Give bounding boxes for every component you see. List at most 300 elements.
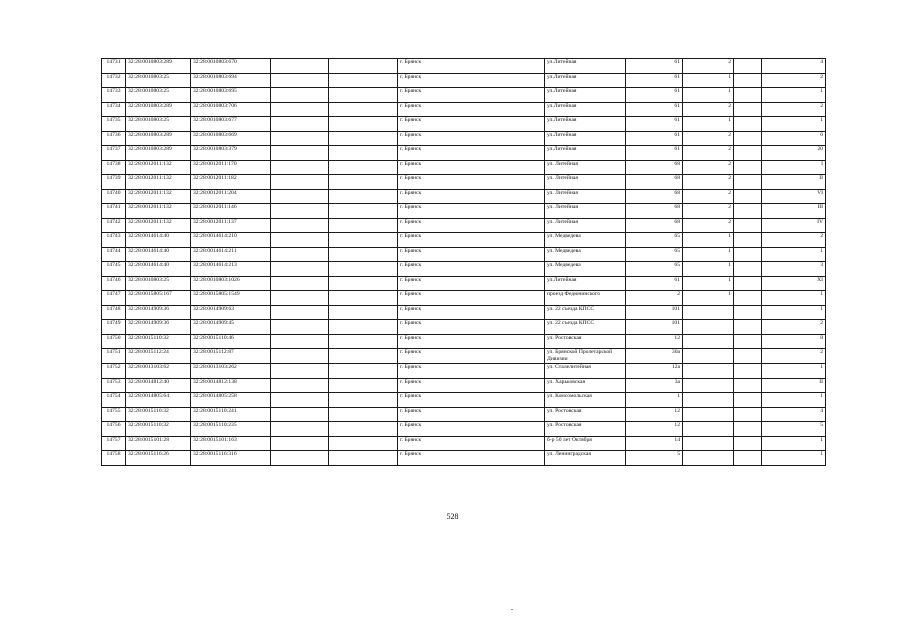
cell-source-cadastral-number: 32:28:0012011:132 <box>126 218 191 233</box>
cell-street: ул. Литейная <box>545 218 626 233</box>
cell-blank-col-b <box>329 407 398 422</box>
cell-blank-col-c <box>734 364 762 379</box>
cell-blank-col-b <box>329 88 398 103</box>
cell-blank-col-c <box>734 88 762 103</box>
cell-street: ул. Комсомольская <box>545 393 626 408</box>
cell-row-number: 14731 <box>102 59 126 74</box>
cell-street: ул. Ростовская <box>545 422 626 437</box>
cell-apartment: 3 <box>762 262 826 277</box>
cell-row-number: 14752 <box>102 364 126 379</box>
cell-row-number: 14742 <box>102 218 126 233</box>
cell-row-number: 14748 <box>102 305 126 320</box>
cell-source-cadastral-number: 32:28:0015110:32 <box>126 407 191 422</box>
cell-blank-col-a <box>271 59 329 74</box>
cell-blank-col-c <box>734 146 762 161</box>
cell-apartment: 4 <box>762 59 826 74</box>
cell-source-cadastral-number: 32:28:0014614:40 <box>126 233 191 248</box>
cell-house-number: 1 <box>626 393 683 408</box>
table-row <box>102 262 826 277</box>
cell-object-cadastral-number: 32:28:0012011:204 <box>191 189 271 204</box>
cell-blank-col-c <box>734 247 762 262</box>
cell-apartment: III <box>762 204 826 219</box>
cell-building-number: 2 <box>683 59 734 74</box>
table-row <box>102 175 826 190</box>
cell-source-cadastral-number: 32:28:0010803:25 <box>126 73 191 88</box>
scan-speck <box>511 609 513 610</box>
cell-city: г. Брянск <box>398 59 545 74</box>
cell-object-cadastral-number: 32:28:0010803:677 <box>191 117 271 132</box>
cell-blank-col-b <box>329 422 398 437</box>
cell-row-number: 14757 <box>102 436 126 451</box>
cell-city: г. Брянск <box>398 422 545 437</box>
cell-blank-col-a <box>271 451 329 466</box>
cell-house-number: 12 <box>626 407 683 422</box>
cell-street: ул. Сталелитейная <box>545 364 626 379</box>
cell-building-number: 2 <box>683 146 734 161</box>
cell-blank-col-b <box>329 349 398 364</box>
cell-blank-col-c <box>734 320 762 335</box>
cell-object-cadastral-number: 32:28:0014812:138 <box>191 378 271 393</box>
cell-apartment: 8 <box>762 334 826 349</box>
cell-blank-col-c <box>734 393 762 408</box>
cell-building-number: 2 <box>683 175 734 190</box>
table-row <box>102 247 826 262</box>
cell-street: ул.Литейная <box>545 73 626 88</box>
cell-blank-col-c <box>734 175 762 190</box>
cell-street: ул. Ростовская <box>545 407 626 422</box>
cell-blank-col-c <box>734 73 762 88</box>
cell-house-number: 68 <box>626 218 683 233</box>
cell-building-number <box>683 451 734 466</box>
cell-apartment: 6 <box>762 131 826 146</box>
table-row <box>102 422 826 437</box>
cell-row-number: 14739 <box>102 175 126 190</box>
cell-house-number: 61 <box>626 146 683 161</box>
cell-blank-col-a <box>271 189 329 204</box>
cell-row-number: 14738 <box>102 160 126 175</box>
cell-source-cadastral-number: 32:28:0014614:40 <box>126 247 191 262</box>
cell-blank-col-b <box>329 204 398 219</box>
cell-house-number: 61 <box>626 131 683 146</box>
cell-house-number: 61 <box>626 117 683 132</box>
cell-blank-col-c <box>734 291 762 306</box>
cell-building-number: 1 <box>683 291 734 306</box>
cell-blank-col-b <box>329 320 398 335</box>
cell-apartment: II <box>762 175 826 190</box>
cell-apartment: 5 <box>762 422 826 437</box>
cell-row-number: 14743 <box>102 233 126 248</box>
cell-building-number: 2 <box>683 218 734 233</box>
cell-source-cadastral-number: 32:28:0015116:26 <box>126 451 191 466</box>
cell-source-cadastral-number: 32:28:0014614:40 <box>126 262 191 277</box>
cell-source-cadastral-number: 32:28:0012011:132 <box>126 160 191 175</box>
cell-blank-col-a <box>271 247 329 262</box>
cell-blank-col-a <box>271 422 329 437</box>
cell-row-number: 14746 <box>102 276 126 291</box>
cell-building-number: 2 <box>683 102 734 117</box>
cell-street: ул. Литейная <box>545 204 626 219</box>
cell-object-cadastral-number: 32:28:0014614:211 <box>191 247 271 262</box>
cell-city: г. Брянск <box>398 436 545 451</box>
cell-street: ул.Литейная <box>545 102 626 117</box>
cell-city: г. Брянск <box>398 117 545 132</box>
cell-apartment: 1 <box>762 305 826 320</box>
table-row <box>102 451 826 466</box>
table-row <box>102 334 826 349</box>
cell-building-number <box>683 422 734 437</box>
cell-city: г. Брянск <box>398 305 545 320</box>
cell-street: ул. 22 съезда КПСС <box>545 305 626 320</box>
cell-apartment: VI <box>762 189 826 204</box>
cell-object-cadastral-number: 32:28:0015112:87 <box>191 349 271 364</box>
cell-house-number: 61 <box>626 88 683 103</box>
cell-blank-col-a <box>271 364 329 379</box>
table-row <box>102 117 826 132</box>
cell-apartment: IV <box>762 218 826 233</box>
cell-city: г. Брянск <box>398 146 545 161</box>
cell-object-cadastral-number: 32:28:0015110:241 <box>191 407 271 422</box>
cell-street: ул.Литейная <box>545 117 626 132</box>
cell-apartment: 2 <box>762 320 826 335</box>
cell-apartment: 1 <box>762 364 826 379</box>
cell-blank-col-b <box>329 160 398 175</box>
cell-house-number: 65 <box>626 262 683 277</box>
cell-street: ул. Литейная <box>545 175 626 190</box>
table-row <box>102 146 826 161</box>
cell-city: г. Брянск <box>398 131 545 146</box>
cell-source-cadastral-number: 32:28:0014909:36 <box>126 305 191 320</box>
cell-row-number: 14753 <box>102 378 126 393</box>
cell-blank-col-c <box>734 334 762 349</box>
cell-street: ул. Харьковская <box>545 378 626 393</box>
cell-blank-col-c <box>734 131 762 146</box>
table-row <box>102 393 826 408</box>
cell-blank-col-a <box>271 291 329 306</box>
cell-object-cadastral-number: 32:28:0014614:213 <box>191 262 271 277</box>
cell-city: г. Брянск <box>398 349 545 364</box>
cell-blank-col-a <box>271 393 329 408</box>
table-row <box>102 59 826 74</box>
cell-source-cadastral-number: 32:28:0013103:62 <box>126 364 191 379</box>
cell-blank-col-c <box>734 305 762 320</box>
cell-blank-col-b <box>329 334 398 349</box>
cell-blank-col-c <box>734 189 762 204</box>
cell-blank-col-c <box>734 378 762 393</box>
cell-row-number: 14732 <box>102 73 126 88</box>
cell-street: ул.Литейная <box>545 59 626 74</box>
table-row <box>102 320 826 335</box>
cell-street: проезд Федюнинского <box>545 291 626 306</box>
cell-city: г. Брянск <box>398 247 545 262</box>
cell-row-number: 14754 <box>102 393 126 408</box>
cell-house-number: 61 <box>626 276 683 291</box>
cell-apartment: 2 <box>762 102 826 117</box>
cell-blank-col-c <box>734 117 762 132</box>
cell-blank-col-a <box>271 131 329 146</box>
cell-house-number: 101 <box>626 320 683 335</box>
cell-building-number <box>683 334 734 349</box>
cell-blank-col-a <box>271 117 329 132</box>
cell-row-number: 14734 <box>102 102 126 117</box>
table-row <box>102 160 826 175</box>
cell-building-number <box>683 305 734 320</box>
cell-apartment: 20 <box>762 146 826 161</box>
cell-object-cadastral-number: 32:28:0015110:235 <box>191 422 271 437</box>
cell-row-number: 14755 <box>102 407 126 422</box>
table-row <box>102 291 826 306</box>
cell-house-number: 3а <box>626 378 683 393</box>
table-row <box>102 88 826 103</box>
cell-row-number: 14758 <box>102 451 126 466</box>
cell-blank-col-b <box>329 451 398 466</box>
cell-source-cadastral-number: 32:28:0010803:289 <box>126 131 191 146</box>
cell-building-number: 2 <box>683 204 734 219</box>
cell-blank-col-b <box>329 131 398 146</box>
cell-building-number: 2 <box>683 131 734 146</box>
cell-street: ул.Литейная <box>545 88 626 103</box>
cell-apartment: 1 <box>762 247 826 262</box>
cell-street: ул. Медведева <box>545 247 626 262</box>
cell-house-number: 12а <box>626 364 683 379</box>
cell-source-cadastral-number: 32:28:0014812:40 <box>126 378 191 393</box>
table-row <box>102 276 826 291</box>
cell-house-number: 65 <box>626 247 683 262</box>
cell-object-cadastral-number: 32:28:0014805:258 <box>191 393 271 408</box>
cell-house-number: 68 <box>626 160 683 175</box>
cell-object-cadastral-number: 32:28:0010803:695 <box>191 88 271 103</box>
cell-building-number <box>683 393 734 408</box>
cell-row-number: 14740 <box>102 189 126 204</box>
cell-apartment: 1 <box>762 436 826 451</box>
cell-object-cadastral-number: 32:28:0010803:694 <box>191 73 271 88</box>
table-row <box>102 378 826 393</box>
cell-building-number: 1 <box>683 117 734 132</box>
table-row <box>102 102 826 117</box>
cell-house-number: 68 <box>626 204 683 219</box>
cell-blank-col-b <box>329 73 398 88</box>
cell-city: г. Брянск <box>398 218 545 233</box>
cell-object-cadastral-number: 32:28:0015116:316 <box>191 451 271 466</box>
cell-blank-col-c <box>734 204 762 219</box>
cell-street: ул. Брянской Пролетарской Дивизии <box>545 349 626 364</box>
cell-source-cadastral-number: 32:28:0015101:28 <box>126 436 191 451</box>
cell-street: ул. Ростовская <box>545 334 626 349</box>
cell-blank-col-b <box>329 146 398 161</box>
cell-building-number <box>683 364 734 379</box>
cell-apartment: 1 <box>762 393 826 408</box>
cell-city: г. Брянск <box>398 276 545 291</box>
cell-object-cadastral-number: 32:28:0012011:170 <box>191 160 271 175</box>
cell-source-cadastral-number: 32:28:0012011:132 <box>126 175 191 190</box>
cell-street: б-р 50 лет Октября <box>545 436 626 451</box>
cell-blank-col-a <box>271 88 329 103</box>
cell-city: г. Брянск <box>398 233 545 248</box>
cell-blank-col-b <box>329 393 398 408</box>
cell-street: ул. Ленинградская <box>545 451 626 466</box>
cell-city: г. Брянск <box>398 393 545 408</box>
cell-city: г. Брянск <box>398 88 545 103</box>
cell-house-number: 12 <box>626 334 683 349</box>
cell-source-cadastral-number: 32:28:0015110:32 <box>126 334 191 349</box>
table-row <box>102 305 826 320</box>
cell-blank-col-a <box>271 160 329 175</box>
cell-city: г. Брянск <box>398 102 545 117</box>
cell-blank-col-a <box>271 320 329 335</box>
cell-blank-col-b <box>329 117 398 132</box>
cell-street: ул. Литейная <box>545 160 626 175</box>
cell-building-number: 1 <box>683 73 734 88</box>
cell-row-number: 14745 <box>102 262 126 277</box>
cell-object-cadastral-number: 32:28:0010803:669 <box>191 131 271 146</box>
cell-blank-col-c <box>734 160 762 175</box>
cell-city: г. Брянск <box>398 364 545 379</box>
cell-blank-col-a <box>271 146 329 161</box>
table-row <box>102 73 826 88</box>
cell-blank-col-c <box>734 451 762 466</box>
cell-building-number: 1 <box>683 262 734 277</box>
table-row <box>102 218 826 233</box>
cell-blank-col-c <box>734 262 762 277</box>
cell-blank-col-a <box>271 175 329 190</box>
cell-blank-col-a <box>271 305 329 320</box>
cell-source-cadastral-number: 32:28:0014805:64 <box>126 393 191 408</box>
cell-building-number <box>683 436 734 451</box>
cell-blank-col-b <box>329 364 398 379</box>
cell-object-cadastral-number: 32:28:0010803:670 <box>191 59 271 74</box>
cell-house-number: 12 <box>626 422 683 437</box>
cell-building-number <box>683 349 734 364</box>
cell-source-cadastral-number: 32:28:0010803:289 <box>126 102 191 117</box>
cell-source-cadastral-number: 32:28:0014909:36 <box>126 320 191 335</box>
cell-blank-col-a <box>271 204 329 219</box>
cell-building-number <box>683 378 734 393</box>
table-row <box>102 204 826 219</box>
cell-blank-col-c <box>734 436 762 451</box>
page-number: 528 <box>446 512 459 521</box>
cell-city: г. Брянск <box>398 189 545 204</box>
cell-house-number: 61 <box>626 102 683 117</box>
cell-row-number: 14751 <box>102 349 126 364</box>
cell-blank-col-b <box>329 378 398 393</box>
cell-street: ул. Медведева <box>545 262 626 277</box>
cell-blank-col-c <box>734 218 762 233</box>
cell-house-number: 68 <box>626 175 683 190</box>
cell-blank-col-c <box>734 102 762 117</box>
cadastral-table <box>101 58 826 466</box>
cell-blank-col-a <box>271 378 329 393</box>
cell-object-cadastral-number: 32:28:0012011:137 <box>191 218 271 233</box>
cell-apartment: II <box>762 378 826 393</box>
cell-street: ул.Литейная <box>545 131 626 146</box>
cell-blank-col-c <box>734 233 762 248</box>
cell-building-number: 1 <box>683 88 734 103</box>
cell-building-number: 2 <box>683 189 734 204</box>
cell-building-number: 1 <box>683 276 734 291</box>
cell-source-cadastral-number: 32:28:0015110:32 <box>126 422 191 437</box>
cell-blank-col-c <box>734 59 762 74</box>
cell-blank-col-a <box>271 102 329 117</box>
cell-blank-col-c <box>734 422 762 437</box>
cell-blank-col-a <box>271 262 329 277</box>
cell-apartment: 1 <box>762 451 826 466</box>
cell-blank-col-c <box>734 407 762 422</box>
cell-house-number: 65 <box>626 233 683 248</box>
cell-blank-col-b <box>329 247 398 262</box>
cell-building-number: 2 <box>683 160 734 175</box>
cell-house-number: 68 <box>626 189 683 204</box>
cell-source-cadastral-number: 32:28:0010803:289 <box>126 146 191 161</box>
cell-street: ул.Литейная <box>545 146 626 161</box>
cell-apartment: 2 <box>762 73 826 88</box>
cell-object-cadastral-number: 32:28:0015110:46 <box>191 334 271 349</box>
cell-street: ул. 22 съезда КПСС <box>545 320 626 335</box>
cell-apartment: 4 <box>762 407 826 422</box>
cell-city: г. Брянск <box>398 407 545 422</box>
cell-blank-col-a <box>271 73 329 88</box>
cell-object-cadastral-number: 32:28:0015101:163 <box>191 436 271 451</box>
table-row <box>102 131 826 146</box>
cell-row-number: 14733 <box>102 88 126 103</box>
cell-source-cadastral-number: 32:28:0010803:25 <box>126 88 191 103</box>
cell-row-number: 14749 <box>102 320 126 335</box>
cell-source-cadastral-number: 32:28:0010803:25 <box>126 117 191 132</box>
cell-blank-col-a <box>271 436 329 451</box>
cell-object-cadastral-number: 32:28:0012011:182 <box>191 175 271 190</box>
cell-blank-col-b <box>329 291 398 306</box>
cell-object-cadastral-number: 32:28:0010803:1026 <box>191 276 271 291</box>
cell-row-number: 14737 <box>102 146 126 161</box>
cell-street: ул. Медведева <box>545 233 626 248</box>
cell-city: г. Брянск <box>398 262 545 277</box>
cell-apartment: 1 <box>762 117 826 132</box>
cell-apartment: 1 <box>762 291 826 306</box>
cell-row-number: 14750 <box>102 334 126 349</box>
cell-row-number: 14744 <box>102 247 126 262</box>
cell-apartment: XI <box>762 276 826 291</box>
cell-blank-col-b <box>329 59 398 74</box>
cell-object-cadastral-number: 32:28:0013103:262 <box>191 364 271 379</box>
cell-blank-col-b <box>329 189 398 204</box>
cell-source-cadastral-number: 32:28:0015805:167 <box>126 291 191 306</box>
cell-apartment: 2 <box>762 233 826 248</box>
cell-object-cadastral-number: 32:28:0012011:146 <box>191 204 271 219</box>
cell-row-number: 14741 <box>102 204 126 219</box>
cell-blank-col-a <box>271 407 329 422</box>
cell-blank-col-c <box>734 349 762 364</box>
cell-city: г. Брянск <box>398 334 545 349</box>
cell-house-number: 2 <box>626 291 683 306</box>
cell-blank-col-b <box>329 233 398 248</box>
cell-blank-col-b <box>329 305 398 320</box>
cell-blank-col-c <box>734 276 762 291</box>
cell-object-cadastral-number: 32:28:0010803:706 <box>191 102 271 117</box>
cell-house-number: 30а <box>626 349 683 364</box>
cell-house-number: 61 <box>626 73 683 88</box>
cell-source-cadastral-number: 32:28:0012011:132 <box>126 189 191 204</box>
cell-city: г. Брянск <box>398 175 545 190</box>
cell-building-number <box>683 407 734 422</box>
cell-apartment: I <box>762 160 826 175</box>
table-row <box>102 189 826 204</box>
table-row <box>102 436 826 451</box>
cell-blank-col-b <box>329 218 398 233</box>
table-row <box>102 407 826 422</box>
cell-city: г. Брянск <box>398 73 545 88</box>
cell-apartment: 1 <box>762 88 826 103</box>
cell-blank-col-a <box>271 233 329 248</box>
cell-house-number: 61 <box>626 59 683 74</box>
cell-blank-col-a <box>271 218 329 233</box>
